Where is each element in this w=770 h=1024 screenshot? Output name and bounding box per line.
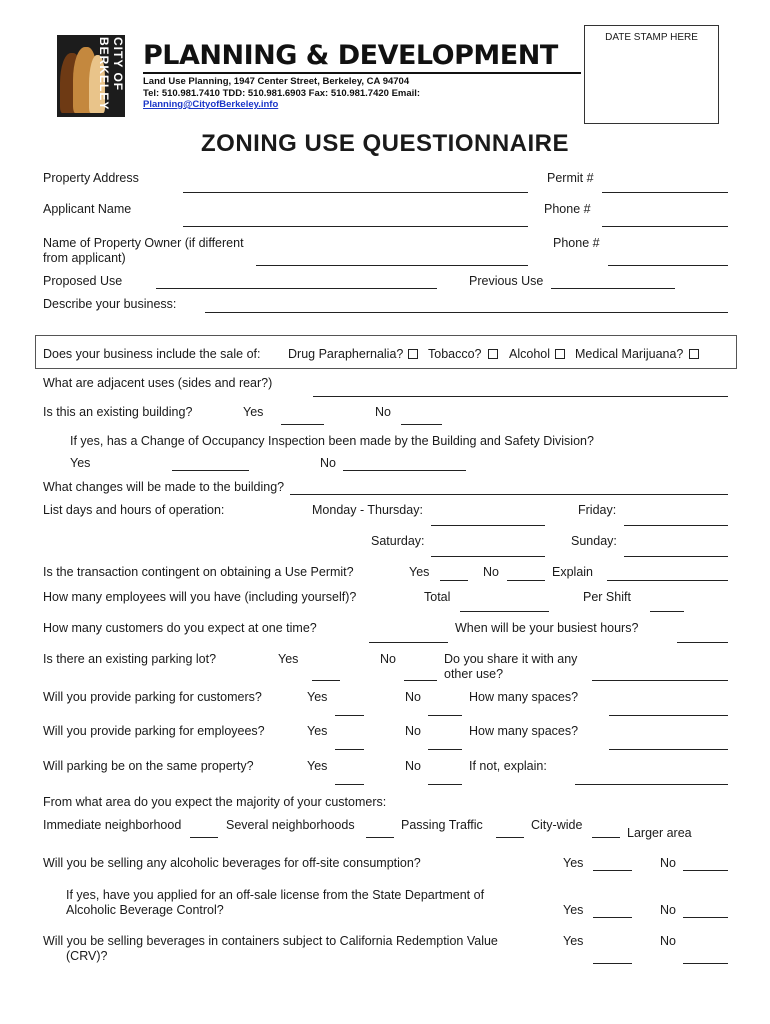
- drug-paraphernalia-checkbox[interactable]: [408, 349, 418, 359]
- parking-same-no-label: No: [405, 759, 421, 773]
- applicant-phone-field[interactable]: [602, 226, 728, 227]
- alcohol-offsite-yes-field[interactable]: [593, 870, 632, 871]
- alcohol-label: Alcohol: [509, 347, 550, 361]
- customers-field[interactable]: [369, 642, 448, 643]
- drug-paraphernalia-label: Drug Paraphernalia?: [288, 347, 404, 361]
- city-wide-field[interactable]: [592, 837, 620, 838]
- property-address-label: Property Address: [43, 171, 139, 185]
- per-shift-field[interactable]: [650, 611, 684, 612]
- adjacent-uses-field[interactable]: [313, 396, 728, 397]
- tobacco-label: Tobacco?: [428, 347, 482, 361]
- parking-lot-yes-field[interactable]: [312, 680, 340, 681]
- contingent-yes-field[interactable]: [440, 580, 468, 581]
- crv-label-line2: (CRV)?: [66, 949, 108, 963]
- header-rule: [143, 72, 581, 74]
- parking-same-label: Will parking be on the same property?: [43, 759, 254, 773]
- change-occupancy-label: If yes, has a Change of Occupancy Inspection been made by the Building and Safety Division?: [70, 434, 594, 448]
- applicant-name-field[interactable]: [183, 226, 528, 227]
- if-not-explain-field[interactable]: [575, 784, 728, 785]
- parking-lot-label: Is there an existing parking lot?: [43, 652, 217, 666]
- medical-marijuana-checkbox[interactable]: [689, 349, 699, 359]
- friday-field[interactable]: [624, 525, 728, 526]
- describe-business-field[interactable]: [205, 312, 728, 313]
- applicant-name-label: Applicant Name: [43, 202, 132, 216]
- department-contact: Tel: 510.981.7410 TDD: 510.981.6903 Fax: 510.981.7420 Email:: [143, 88, 421, 99]
- passing-traffic-field[interactable]: [496, 837, 524, 838]
- abc-license-no-field[interactable]: [683, 917, 728, 918]
- saturday-field[interactable]: [431, 556, 545, 557]
- owner-phone-field[interactable]: [608, 265, 728, 266]
- contingent-label: Is the transaction contingent on obtaining a Use Permit?: [43, 565, 354, 579]
- sunday-label: Sunday:: [571, 534, 617, 548]
- building-changes-field[interactable]: [290, 494, 728, 495]
- existing-building-yes-label: Yes: [243, 405, 264, 419]
- parking-employees-yes-label: Yes: [307, 724, 328, 738]
- employees-total-label: Total: [424, 590, 451, 604]
- contingent-no-label: No: [483, 565, 499, 579]
- employees-total-field[interactable]: [460, 611, 549, 612]
- applicant-phone-label: Phone #: [544, 202, 591, 216]
- owner-label-line1: Name of Property Owner (if different: [43, 236, 244, 250]
- mon-thu-field[interactable]: [431, 525, 545, 526]
- city-wide-label: City-wide: [531, 818, 583, 832]
- saturday-label: Saturday:: [371, 534, 425, 548]
- department-address: Land Use Planning, 1947 Center Street, Berkeley, CA 94704: [143, 76, 410, 87]
- abc-license-yes-label: Yes: [563, 903, 584, 917]
- parking-employees-yes-field[interactable]: [335, 749, 364, 750]
- medical-marijuana-label: Medical Marijuana?: [575, 347, 684, 361]
- occupancy-yes-label: Yes: [70, 456, 91, 470]
- immediate-neighborhood-label: Immediate neighborhood: [43, 818, 182, 832]
- employee-spaces-label: How many spaces?: [469, 724, 579, 738]
- sales-question: Does your business include the sale of:: [43, 347, 261, 361]
- parking-employees-no-label: No: [405, 724, 421, 738]
- share-label-line2: other use?: [444, 667, 504, 681]
- parking-customers-yes-label: Yes: [307, 690, 328, 704]
- previous-use-label: Previous Use: [469, 274, 544, 288]
- parking-lot-yes-label: Yes: [278, 652, 299, 666]
- contingent-no-field[interactable]: [507, 580, 545, 581]
- occupancy-no-field[interactable]: [343, 470, 466, 471]
- parking-employees-label: Will you provide parking for employees?: [43, 724, 265, 738]
- logo-text: CITY OF BERKELEY: [97, 37, 125, 111]
- per-shift-label: Per Shift: [583, 590, 631, 604]
- busiest-hours-label: When will be your busiest hours?: [455, 621, 639, 635]
- several-neighborhoods-field[interactable]: [366, 837, 394, 838]
- alcohol-offsite-label: Will you be selling any alcoholic beverages for off-site consumption?: [43, 856, 421, 870]
- permit-field[interactable]: [602, 192, 728, 193]
- alcohol-offsite-yes-label: Yes: [563, 856, 584, 870]
- occupancy-yes-field[interactable]: [172, 470, 249, 471]
- passing-traffic-label: Passing Traffic: [401, 818, 483, 832]
- owner-label-line2: from applicant): [43, 251, 126, 265]
- abc-license-label-line1: If yes, have you applied for an off-sale license from the State Department of: [66, 888, 485, 902]
- city-logo: [57, 35, 125, 117]
- busiest-hours-field[interactable]: [677, 642, 728, 643]
- explain-field[interactable]: [607, 580, 728, 581]
- parking-customers-no-field[interactable]: [428, 715, 462, 716]
- crv-yes-label: Yes: [563, 934, 584, 948]
- parking-customers-no-label: No: [405, 690, 421, 704]
- date-stamp-label: DATE STAMP HERE: [605, 32, 698, 43]
- customer-spaces-field[interactable]: [609, 715, 728, 716]
- proposed-use-label: Proposed Use: [43, 274, 123, 288]
- parking-same-yes-label: Yes: [307, 759, 328, 773]
- crv-label-line1: Will you be selling beverages in containers subject to California Redemption Value: [43, 934, 498, 948]
- alcohol-checkbox[interactable]: [555, 349, 565, 359]
- owner-phone-label: Phone #: [553, 236, 600, 250]
- alcohol-offsite-no-label: No: [660, 856, 676, 870]
- occupancy-no-label: No: [320, 456, 336, 470]
- existing-building-yes-field[interactable]: [281, 424, 324, 425]
- parking-customers-yes-field[interactable]: [335, 715, 364, 716]
- permit-label: Permit #: [547, 171, 594, 185]
- customers-label: How many customers do you expect at one time?: [43, 621, 317, 635]
- parking-same-yes-field[interactable]: [335, 784, 364, 785]
- customer-spaces-label: How many spaces?: [469, 690, 579, 704]
- existing-building-no-field[interactable]: [401, 424, 442, 425]
- share-label-line1: Do you share it with any: [444, 652, 578, 666]
- parking-same-no-field[interactable]: [428, 784, 462, 785]
- hours-label: List days and hours of operation:: [43, 503, 225, 517]
- alcohol-offsite-no-field[interactable]: [683, 870, 728, 871]
- parking-employees-no-field[interactable]: [428, 749, 462, 750]
- owner-name-field[interactable]: [256, 265, 528, 266]
- abc-license-label-line2: Alcoholic Beverage Control?: [66, 903, 224, 917]
- adjacent-uses-label: What are adjacent uses (sides and rear?): [43, 376, 273, 390]
- abc-license-no-label: No: [660, 903, 676, 917]
- parking-lot-no-field[interactable]: [404, 680, 437, 681]
- proposed-use-field[interactable]: [156, 288, 437, 289]
- building-changes-label: What changes will be made to the building?: [43, 480, 285, 494]
- explain-label: Explain: [552, 565, 593, 579]
- property-address-field[interactable]: [183, 192, 528, 193]
- page-title: ZONING USE QUESTIONNAIRE: [200, 130, 570, 157]
- abc-license-yes-field[interactable]: [593, 917, 632, 918]
- existing-building-label: Is this an existing building?: [43, 405, 193, 419]
- share-field[interactable]: [592, 680, 728, 681]
- if-not-explain-label: If not, explain:: [469, 759, 547, 773]
- employee-spaces-field[interactable]: [609, 749, 728, 750]
- email-link[interactable]: Planning@CityofBerkeley.info: [143, 99, 279, 110]
- parking-customers-label: Will you provide parking for customers?: [43, 690, 262, 704]
- friday-label: Friday:: [578, 503, 617, 517]
- customer-area-label: From what area do you expect the majority of your customers:: [43, 795, 387, 809]
- employees-label: How many employees will you have (including yourself)?: [43, 590, 357, 604]
- crv-no-label: No: [660, 934, 676, 948]
- parking-lot-no-label: No: [380, 652, 396, 666]
- mon-thu-label: Monday - Thursday:: [312, 503, 423, 517]
- date-stamp-box: [584, 25, 719, 124]
- crv-no-field[interactable]: [683, 963, 728, 964]
- tobacco-checkbox[interactable]: [488, 349, 498, 359]
- several-neighborhoods-label: Several neighborhoods: [226, 818, 355, 832]
- existing-building-no-label: No: [375, 405, 391, 419]
- contingent-yes-label: Yes: [409, 565, 430, 579]
- immediate-neighborhood-field[interactable]: [190, 837, 218, 838]
- department-title: PLANNING & DEVELOPMENT: [143, 40, 558, 71]
- sunday-field[interactable]: [624, 556, 728, 557]
- describe-business-label: Describe your business:: [43, 297, 177, 311]
- larger-area-label: Larger area: [627, 826, 692, 840]
- previous-use-field[interactable]: [551, 288, 675, 289]
- crv-yes-field[interactable]: [593, 963, 632, 964]
